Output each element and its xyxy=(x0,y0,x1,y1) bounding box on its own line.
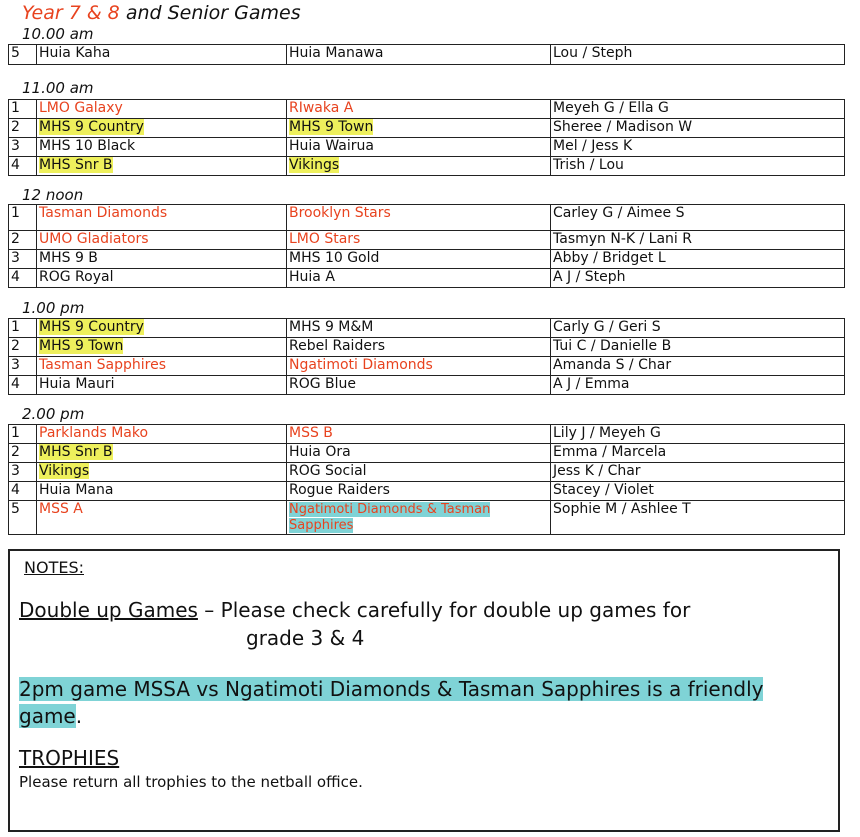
umpires: Mel / Jess K xyxy=(551,138,845,157)
double-up-text-line2: grade 3 & 4 xyxy=(246,626,365,650)
umpires: Carley G / Aimee S xyxy=(551,205,845,231)
umpires: Tui C / Danielle B xyxy=(551,338,845,357)
home-team: MHS 9 Country xyxy=(37,119,287,138)
home-team: Huia Kaha xyxy=(37,45,287,65)
court-number: 5 xyxy=(9,45,37,65)
games-table xyxy=(8,99,845,176)
away-team: Rogue Raiders xyxy=(287,482,551,501)
court-number: 3 xyxy=(9,138,37,157)
umpires: Abby / Bridget L xyxy=(551,250,845,269)
court-number: 4 xyxy=(9,269,37,288)
home-team: MHS 9 Town xyxy=(37,338,287,357)
home-team: Vikings xyxy=(37,463,287,482)
home-team: ROG Royal xyxy=(37,269,287,288)
away-team: ROG Blue xyxy=(287,376,551,395)
court-number: 1 xyxy=(9,100,37,119)
umpires: Stacey / Violet xyxy=(551,482,845,501)
session-time: 11.00 am xyxy=(22,79,94,97)
game-row xyxy=(9,376,845,395)
games-table xyxy=(8,204,845,288)
away-team: Huia Manawa xyxy=(287,45,551,65)
umpires: Meyeh G / Ella G xyxy=(551,100,845,119)
away-team: MHS 9 M&M xyxy=(287,319,551,338)
home-team: Huia Mana xyxy=(37,482,287,501)
court-number: 3 xyxy=(9,250,37,269)
session-time: 2.00 pm xyxy=(22,405,85,423)
umpires: A J / Steph xyxy=(551,269,845,288)
game-row xyxy=(9,119,845,138)
game-row xyxy=(9,269,845,288)
page-title xyxy=(22,2,301,24)
game-row xyxy=(9,482,845,501)
umpires: Sheree / Madison W xyxy=(551,119,845,138)
away-team: Brooklyn Stars xyxy=(287,205,551,231)
umpires: A J / Emma xyxy=(551,376,845,395)
trophies-heading: TROPHIES xyxy=(19,746,120,770)
game-row xyxy=(9,338,845,357)
court-number: 5 xyxy=(9,501,37,535)
session-time: 12 noon xyxy=(22,186,84,204)
away-team: MSS B xyxy=(287,425,551,444)
court-number: 2 xyxy=(9,119,37,138)
game-row xyxy=(9,231,845,250)
game-row xyxy=(9,45,845,65)
home-team: MHS 9 Country xyxy=(37,319,287,338)
home-team: MSS A xyxy=(37,501,287,535)
games-table xyxy=(8,318,845,395)
court-number: 2 xyxy=(9,231,37,250)
umpires: Emma / Marcela xyxy=(551,444,845,463)
umpires: Amanda S / Char xyxy=(551,357,845,376)
away-team: Huia A xyxy=(287,269,551,288)
double-up-line xyxy=(19,598,690,622)
game-row xyxy=(9,138,845,157)
home-team: Huia Mauri xyxy=(37,376,287,395)
game-row xyxy=(9,100,845,119)
game-row xyxy=(9,444,845,463)
away-team: Ngatimoti Diamonds & Tasman Sapphires xyxy=(287,501,551,535)
away-team: ROG Social xyxy=(287,463,551,482)
home-team: MHS Snr B xyxy=(37,444,287,463)
home-team: Parklands Mako xyxy=(37,425,287,444)
game-row xyxy=(9,157,845,176)
friendly-game-note-line2: game. xyxy=(19,704,83,728)
court-number: 4 xyxy=(9,157,37,176)
court-number: 1 xyxy=(9,205,37,231)
home-team: MHS Snr B xyxy=(37,157,287,176)
court-number: 4 xyxy=(9,482,37,501)
friendly-game-note: 2pm game MSSA vs Ngatimoti Diamonds & Tasman Sapphires is a friendly xyxy=(19,677,764,701)
away-team: Huia Ora xyxy=(287,444,551,463)
away-team: Huia Wairua xyxy=(287,138,551,157)
game-row xyxy=(9,501,845,535)
notes-box xyxy=(8,549,840,832)
home-team: Tasman Diamonds xyxy=(37,205,287,231)
home-team: LMO Galaxy xyxy=(37,100,287,119)
court-number: 3 xyxy=(9,463,37,482)
away-team: Rebel Raiders xyxy=(287,338,551,357)
umpires: Sophie M / Ashlee T xyxy=(551,501,845,535)
umpires: Jess K / Char xyxy=(551,463,845,482)
umpires: Tasmyn N-K / Lani R xyxy=(551,231,845,250)
game-row xyxy=(9,205,845,231)
home-team: Tasman Sapphires xyxy=(37,357,287,376)
umpires: Lou / Steph xyxy=(551,45,845,65)
court-number: 1 xyxy=(9,425,37,444)
umpires: Trish / Lou xyxy=(551,157,845,176)
away-team: Vikings xyxy=(287,157,551,176)
court-number: 1 xyxy=(9,319,37,338)
away-team: Ngatimoti Diamonds xyxy=(287,357,551,376)
notes-title: NOTES: xyxy=(24,558,84,577)
double-up-text: – Please check carefully for double up games for xyxy=(197,598,691,622)
games-table xyxy=(8,424,845,535)
page-title-grade: Year 7 & 8 xyxy=(22,2,120,24)
court-number: 4 xyxy=(9,376,37,395)
session-time: 1.00 pm xyxy=(22,299,85,317)
home-team: MHS 9 B xyxy=(37,250,287,269)
umpires: Carly G / Geri S xyxy=(551,319,845,338)
umpires: Lily J / Meyeh G xyxy=(551,425,845,444)
court-number: 3 xyxy=(9,357,37,376)
page-title-rest: and Senior Games xyxy=(119,2,301,24)
court-number: 2 xyxy=(9,444,37,463)
away-team: LMO Stars xyxy=(287,231,551,250)
away-team: RIwaka A xyxy=(287,100,551,119)
home-team: UMO Gladiators xyxy=(37,231,287,250)
court-number: 2 xyxy=(9,338,37,357)
game-row xyxy=(9,319,845,338)
game-row xyxy=(9,357,845,376)
away-team: MHS 10 Gold xyxy=(287,250,551,269)
double-up-heading: Double up Games xyxy=(19,598,198,622)
game-row xyxy=(9,463,845,482)
game-row xyxy=(9,425,845,444)
games-table xyxy=(8,44,845,65)
trophies-text: Please return all trophies to the netball office. xyxy=(19,773,363,791)
game-row xyxy=(9,250,845,269)
home-team: MHS 10 Black xyxy=(37,138,287,157)
session-time: 10.00 am xyxy=(22,25,94,43)
away-team: MHS 9 Town xyxy=(287,119,551,138)
